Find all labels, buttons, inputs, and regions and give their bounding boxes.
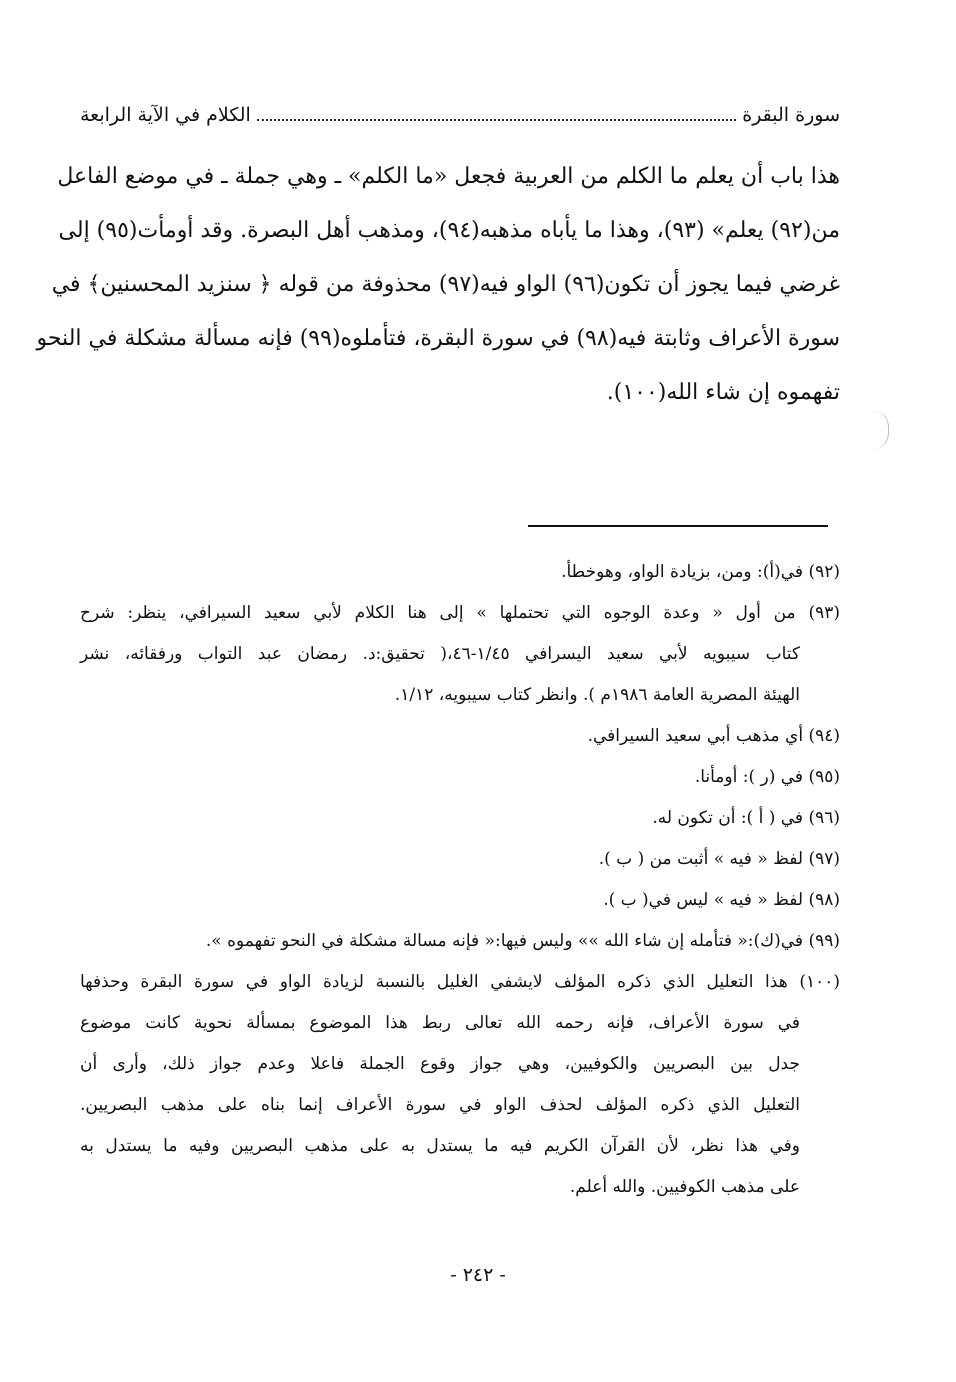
body-line: من(٩٢) يعلم» (٩٣)، وهذا ما يأباه مذهبه(٩٤)، ومذهب أهل البصرة. وقد أومأت(٩٥) إلى	[58, 218, 840, 243]
footnote-separator	[528, 525, 828, 527]
footnotes	[80, 552, 840, 1208]
header-dot-leader	[257, 109, 736, 121]
body-line: تفهموه إن شاء الله(١٠٠).	[606, 380, 840, 405]
footnote-100-continuation: وفي هذا نظر، لأن القرآن الكريم فيه ما يستدل به على مذهب البصريين وفيه ما يستدل به	[80, 1136, 800, 1156]
body-line: هذا باب أن يعلم ما الكلم من العربية فجعل «ما الكلم» ـ وهي جملة ـ في موضع الفاعل	[57, 164, 840, 189]
footnote-100: (١٠٠) هذا التعليل الذي ذكره المؤلف لايشفي الغليل بالنسبة لزيادة الواو في سورة البقرة وحذفها	[80, 972, 840, 992]
footnote-97: (٩٧) لفظ « فيه » أثبت من ( ب ).	[598, 849, 840, 869]
body-line: غرضي فيما يجوز أن تكون(٩٦) الواو فيه(٩٧) محذوفة من قوله ﴿ سنزيد المحسنين﴾ في	[51, 272, 840, 297]
section-title: الكلام في الآية الرابعة	[80, 104, 251, 126]
footnote-93-continuation: الهيئة المصرية العامة ١٩٨٦م ). وانظر كتاب سيبويه، ١/١٢.	[394, 685, 800, 705]
footnote-99: (٩٩) في(ك):« فتأمله إن شاء الله »» وليس فيها:« فإنه مسالة مشكلة في النحو تفهموه ».	[205, 931, 840, 951]
footnote-94: (٩٤) أي مذهب أبي سعيد السيرافي.	[587, 726, 840, 746]
running-header	[80, 98, 840, 132]
main-text	[36, 150, 840, 420]
footnote-100-continuation: التعليل الذي ذكره المؤلف لحذف الواو في سورة الأعراف إنما بناه على مذهب البصريين.	[80, 1095, 800, 1115]
footnote-93-continuation: كتاب سيبويه لأبي سعيد اليسرافي ١/٤٥-٤٦،( تحقيق:د. رمضان عبد التواب ورفقائه، نشر	[80, 644, 800, 664]
footnote-100-continuation: على مذهب الكوفيين. والله أعلم.	[569, 1177, 800, 1197]
footnote-93: (٩٣) من أول « وعدة الوجوه التي تحتملها » إلى هنا الكلام لأبي سعيد السيرافي، ينظر: شرح	[80, 603, 840, 623]
body-line: سورة الأعراف وثابتة فيه(٩٨) في سورة البقرة، فتأملوه(٩٩) فإنه مسألة مشكلة في النحو	[36, 326, 840, 351]
chapter-title: سورة البقرة	[742, 104, 840, 126]
footnote-95: (٩٥) في (ر ): أومأنا.	[694, 767, 840, 787]
scan-margin-mark	[872, 410, 889, 450]
page-number: - ٢٤٢ -	[450, 1264, 506, 1286]
footnote-92: (٩٢) في(أ): ومن، بزيادة الواو، وهوخطأ.	[561, 562, 840, 582]
footnote-96: (٩٦) في ( أ ): أن تكون له.	[652, 808, 840, 828]
footnote-100-continuation: جدل بين البصريين والكوفيين، وهي جواز وقوع الجملة فاعلا وعدم جواز ذلك، وأرى أن	[80, 1054, 800, 1074]
footnote-98: (٩٨) لفظ « فيه » ليس في( ب ).	[603, 890, 840, 910]
footnote-100-continuation: في سورة الأعراف، فإنه رحمه الله تعالى ربط هذا الموضوع بمسألة نحوية كانت موضوع	[80, 1013, 800, 1033]
